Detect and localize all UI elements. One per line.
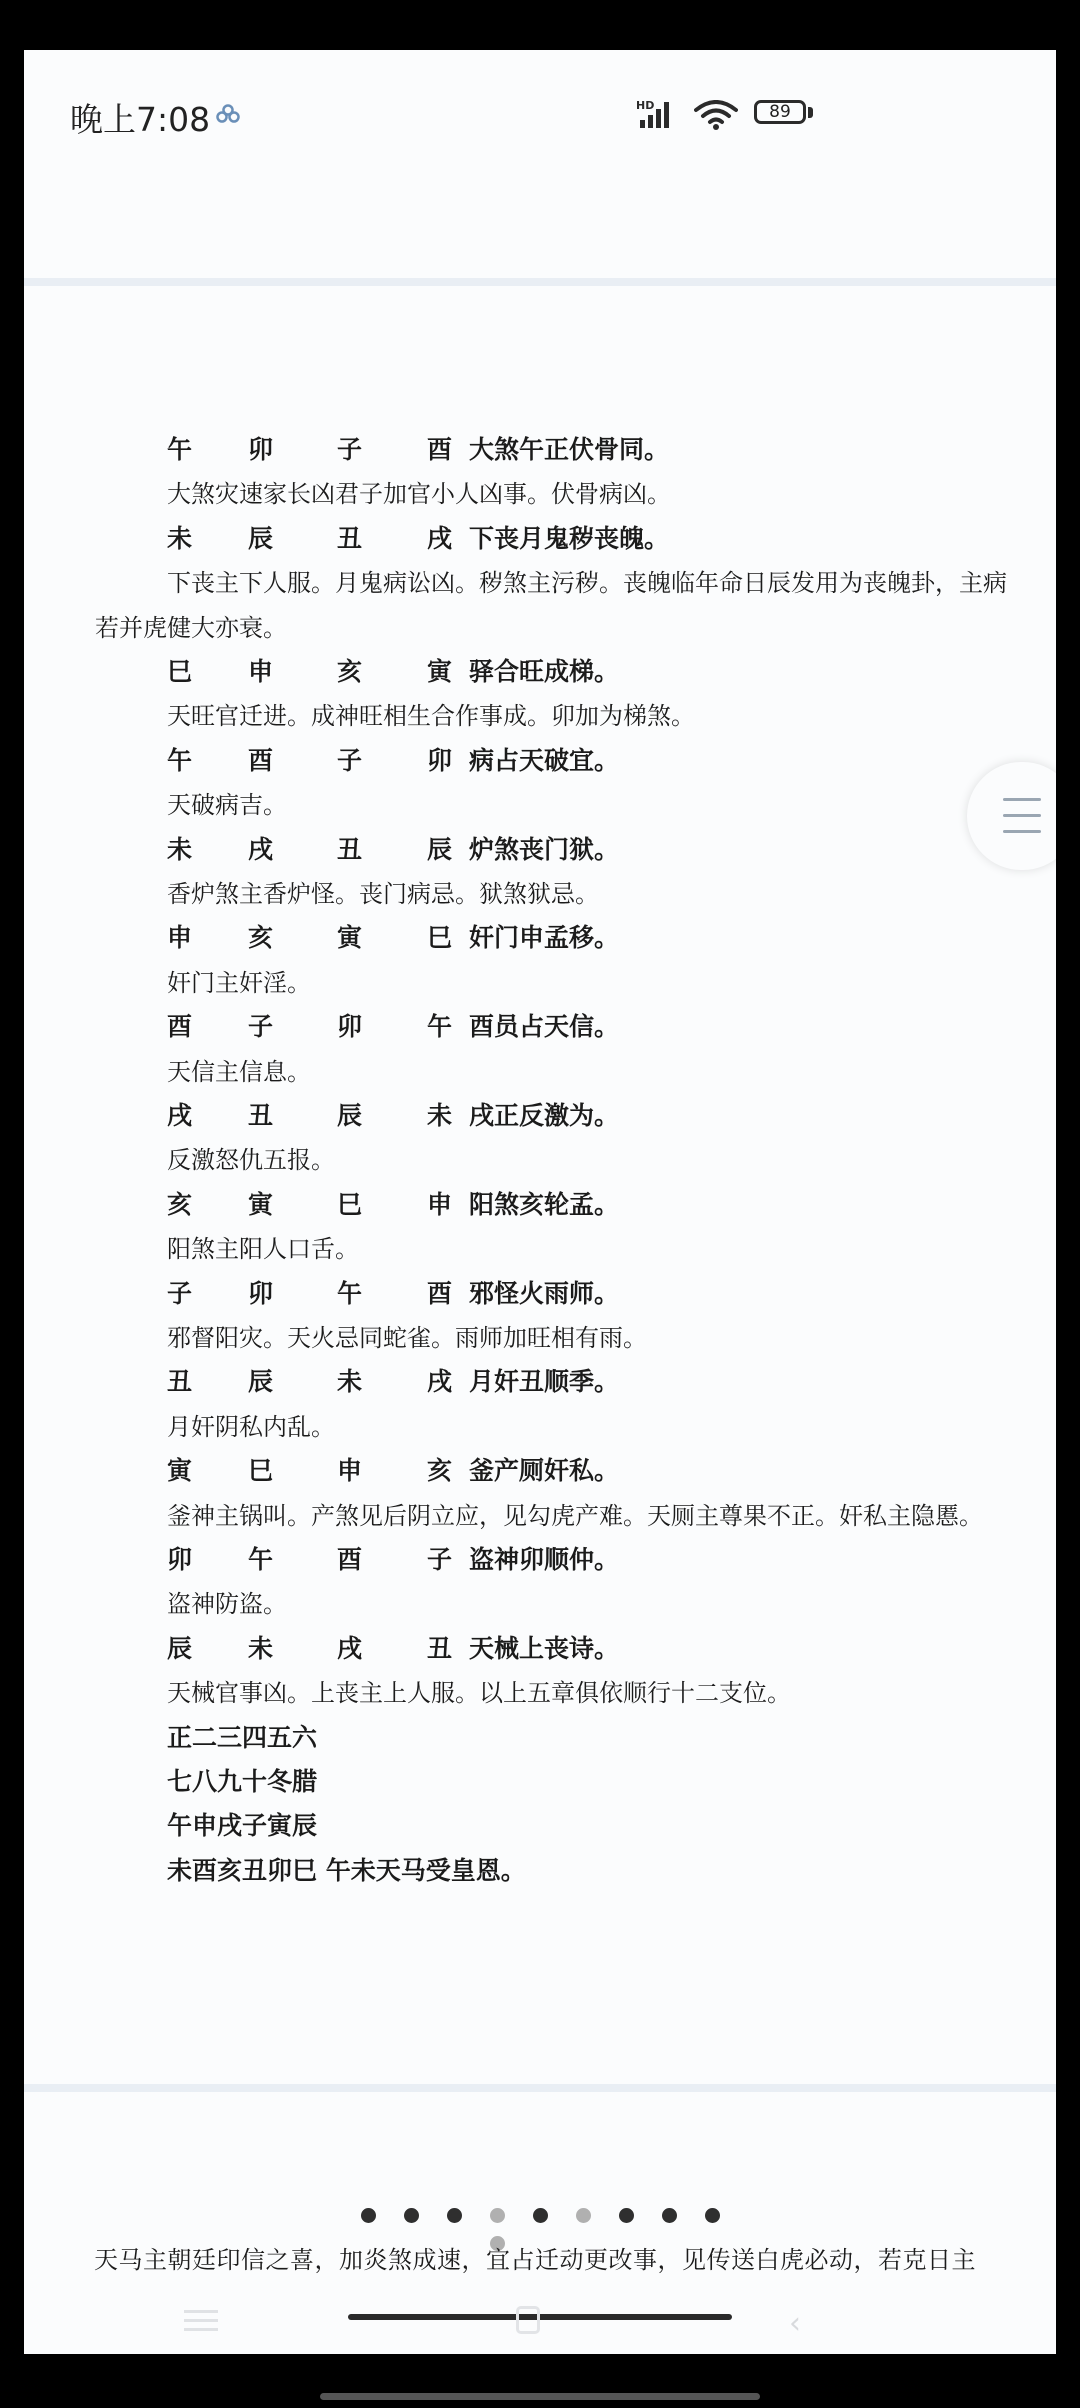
branch-character: 卯: [248, 435, 274, 464]
entry-description: 邪督阳灾。天火忌同蛇雀。雨师加旺相有雨。: [167, 1324, 647, 1352]
branch-character: 子: [167, 1278, 193, 1308]
branch-character: 卯: [337, 1012, 363, 1042]
branch-character: 巳: [167, 657, 193, 686]
branch-character: 戌: [427, 523, 453, 553]
entry-title: 邪怪火雨师。: [469, 1278, 620, 1308]
branch-character: 申: [427, 1189, 453, 1219]
branch-character: 午: [337, 1278, 363, 1308]
entry-title: 驿合旺成梯。: [469, 657, 620, 686]
entry-description: 月奸阴私内乱。: [167, 1412, 335, 1441]
branch-character: 午: [167, 435, 193, 464]
branch-character: 未: [167, 523, 193, 553]
branch-character: 未: [248, 1633, 274, 1663]
page-dot[interactable]: [361, 2208, 376, 2223]
entry-title: 阳煞亥轮孟。: [469, 1189, 620, 1219]
home-icon[interactable]: [516, 2306, 540, 2334]
branch-character: 丑: [427, 1633, 453, 1663]
branch-character: 亥: [337, 657, 363, 686]
entry-title: 天械上丧诗。: [469, 1633, 620, 1663]
page-dot[interactable]: [490, 2208, 505, 2223]
branch-character: 寅: [337, 923, 363, 953]
entry-description: 盗神防盗。: [167, 1590, 287, 1619]
branch-character: 卯: [248, 1278, 274, 1308]
verse-line: 正二三四五六: [167, 1722, 318, 1752]
entry-title: 炉煞丧门狱。: [469, 834, 620, 864]
scroll-handle[interactable]: [348, 2314, 732, 2320]
branch-character: 辰: [167, 1633, 193, 1663]
branch-character: 申: [337, 1456, 363, 1486]
entry-title: 酉员占天信。: [469, 1012, 620, 1042]
entry-description: 香炉煞主香炉怪。丧门病忌。狱煞狱忌。: [167, 880, 599, 908]
branch-character: 丑: [337, 523, 363, 553]
verse-line: 午申戌子寅辰: [167, 1811, 318, 1841]
page-dot[interactable]: [576, 2208, 591, 2223]
entry-title: 釜产厕奸私。: [469, 1456, 620, 1486]
branch-character: 未: [427, 1101, 453, 1130]
entry-description: 下丧主下人服。月鬼病讼凶。秽煞主污秽。丧魄临年命日辰发用为丧魄卦，主病: [167, 569, 1007, 598]
entry-description: 天信主信息。: [167, 1057, 311, 1086]
status-time: 晚上7:08: [70, 100, 211, 139]
divider-top: [24, 278, 1056, 286]
branch-character: 巳: [248, 1456, 274, 1486]
branch-character: 辰: [248, 1367, 274, 1397]
branch-character: 酉: [427, 435, 453, 464]
branch-character: 子: [427, 1545, 453, 1574]
entry-description: 反激怒仇五报。: [167, 1146, 335, 1175]
entry-description: 奸门主奸淫。: [167, 968, 311, 997]
branch-character: 酉: [427, 1278, 453, 1308]
branch-character: 巳: [337, 1189, 363, 1219]
entry-title: 盗神卯顺仲。: [469, 1545, 620, 1574]
branch-character: 未: [337, 1367, 363, 1397]
branch-character: 丑: [167, 1367, 193, 1397]
branch-character: 酉: [337, 1545, 363, 1574]
signal-icon: [636, 98, 688, 134]
network-label: HD: [636, 99, 655, 112]
cloud-icon: [216, 104, 240, 124]
branch-character: 午: [427, 1012, 453, 1042]
page-dot[interactable]: [533, 2208, 548, 2223]
branch-character: 子: [248, 1012, 274, 1042]
page-dot[interactable]: [619, 2208, 634, 2223]
battery-icon: [754, 100, 814, 128]
battery-level: 89: [769, 102, 791, 122]
next-page-preview-text: 天马主朝廷印信之喜，加炎煞成速，宜占迁动更改事，见传送白虎必动，若克日主: [94, 2246, 976, 2274]
page-dot[interactable]: [447, 2208, 462, 2223]
branch-character: 戌: [167, 1101, 193, 1130]
entry-description: 釜神主锅叫。产煞见后阴立应，见勾虎产难。天厕主尊果不正。奸私主隐慝。: [167, 1501, 983, 1530]
branch-character: 亥: [248, 923, 274, 953]
menu-icon[interactable]: [184, 2308, 218, 2332]
branch-character: 戌: [248, 834, 274, 864]
branch-character: 卯: [427, 745, 453, 775]
entry-title: 戌正反激为。: [469, 1101, 620, 1130]
branch-character: 亥: [427, 1456, 453, 1486]
entry-title: 奸门申孟移。: [469, 923, 620, 953]
branch-character: 寅: [248, 1189, 274, 1219]
branch-character: 酉: [167, 1012, 193, 1042]
branch-character: 子: [337, 745, 363, 775]
status-bar: [24, 50, 1056, 180]
verse-line: 七八九十冬腊: [167, 1767, 318, 1796]
branch-character: 丑: [248, 1101, 274, 1130]
branch-character: 卯: [167, 1545, 193, 1574]
divider-bottom: [24, 2084, 1056, 2092]
page-dot[interactable]: [662, 2208, 677, 2223]
branch-character: 辰: [427, 834, 453, 864]
branch-character: 寅: [427, 657, 453, 686]
branch-character: 巳: [427, 923, 453, 953]
page-dot[interactable]: [705, 2208, 720, 2223]
entry-title: 月奸丑顺季。: [469, 1367, 620, 1397]
branch-character: 申: [167, 923, 193, 953]
home-indicator[interactable]: [320, 2393, 760, 2400]
navigation-bar: [24, 2298, 1056, 2354]
page-dot[interactable]: [404, 2208, 419, 2223]
branch-character: 子: [337, 435, 363, 464]
branch-character: 申: [248, 657, 274, 686]
entry-description: 阳煞主阳人口舌。: [167, 1235, 359, 1264]
branch-character: 丑: [337, 834, 363, 864]
branch-character: 亥: [167, 1189, 193, 1219]
branch-character: 未: [167, 834, 193, 864]
floating-menu-button[interactable]: [967, 762, 1056, 870]
wifi-icon: [694, 100, 738, 134]
entry-title: 病占天破宜。: [469, 745, 620, 775]
branch-character: 酉: [248, 745, 274, 775]
entry-description: 天破病吉。: [167, 791, 287, 820]
entry-title: 大煞午正伏骨同。: [469, 435, 670, 464]
verse-line: 未酉亥丑卯巳 午未天马受皇恩。: [167, 1855, 526, 1885]
entry-title: 下丧月鬼秽丧魄。: [469, 523, 670, 553]
phone-screen: [24, 50, 1056, 2354]
entry-description: 天旺官迁进。成神旺相生合作事成。卯加为梯煞。: [167, 702, 695, 731]
branch-character: 戌: [427, 1367, 453, 1397]
branch-character: 戌: [337, 1633, 363, 1663]
branch-character: 午: [248, 1545, 274, 1574]
entry-description: 大煞灾速家长凶君子加官小人凶事。伏骨病凶。: [167, 480, 671, 509]
back-icon[interactable]: ‹: [789, 2306, 801, 2341]
branch-character: 辰: [248, 523, 274, 553]
entry-description: 天械官事凶。上丧主上人服。以上五章俱依顺行十二支位。: [167, 1679, 791, 1708]
branch-character: 午: [167, 745, 193, 775]
branch-character: 寅: [167, 1456, 193, 1486]
branch-character: 辰: [337, 1101, 363, 1130]
entry-description: 若并虎健大亦衰。: [95, 613, 287, 642]
